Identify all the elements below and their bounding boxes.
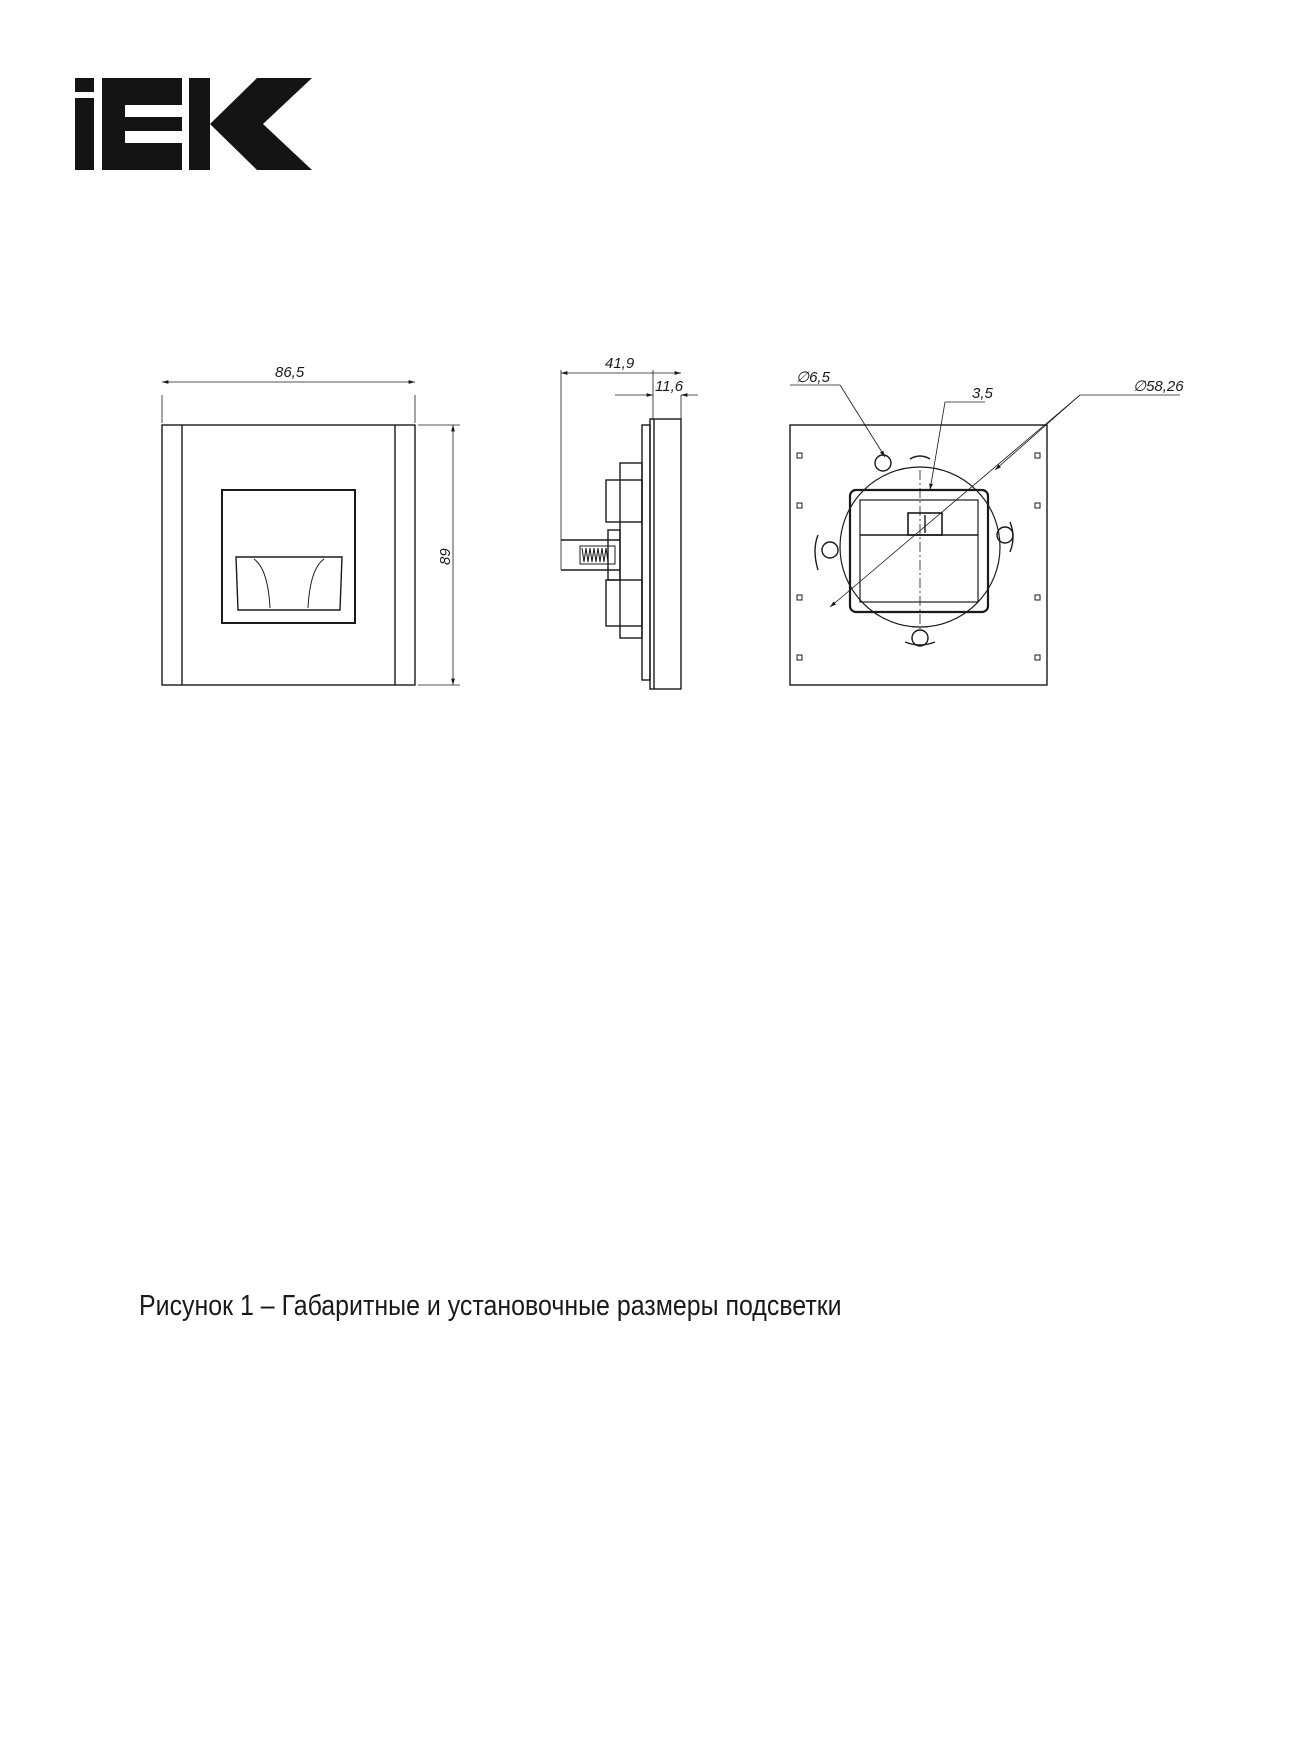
dim-side-depth: 41,9	[605, 355, 635, 372]
dim-side-frame-depth: 11,6	[655, 378, 684, 395]
figure-caption: Рисунок 1 – Габаритные и установочные размеры подсветки	[139, 1290, 842, 1322]
dim-front-height: 89	[437, 548, 454, 565]
mounting-view	[790, 385, 1180, 685]
dimension-drawing	[150, 355, 1210, 695]
side-view	[561, 370, 698, 689]
dim-mount-diameter: ∅58,26	[1133, 378, 1184, 395]
dim-gap: 3,5	[972, 385, 993, 402]
dim-front-width: 86,5	[275, 364, 305, 381]
dim-hole-diameter: ∅6,5	[796, 369, 830, 386]
front-view	[162, 382, 460, 685]
iek-logo	[75, 78, 315, 172]
